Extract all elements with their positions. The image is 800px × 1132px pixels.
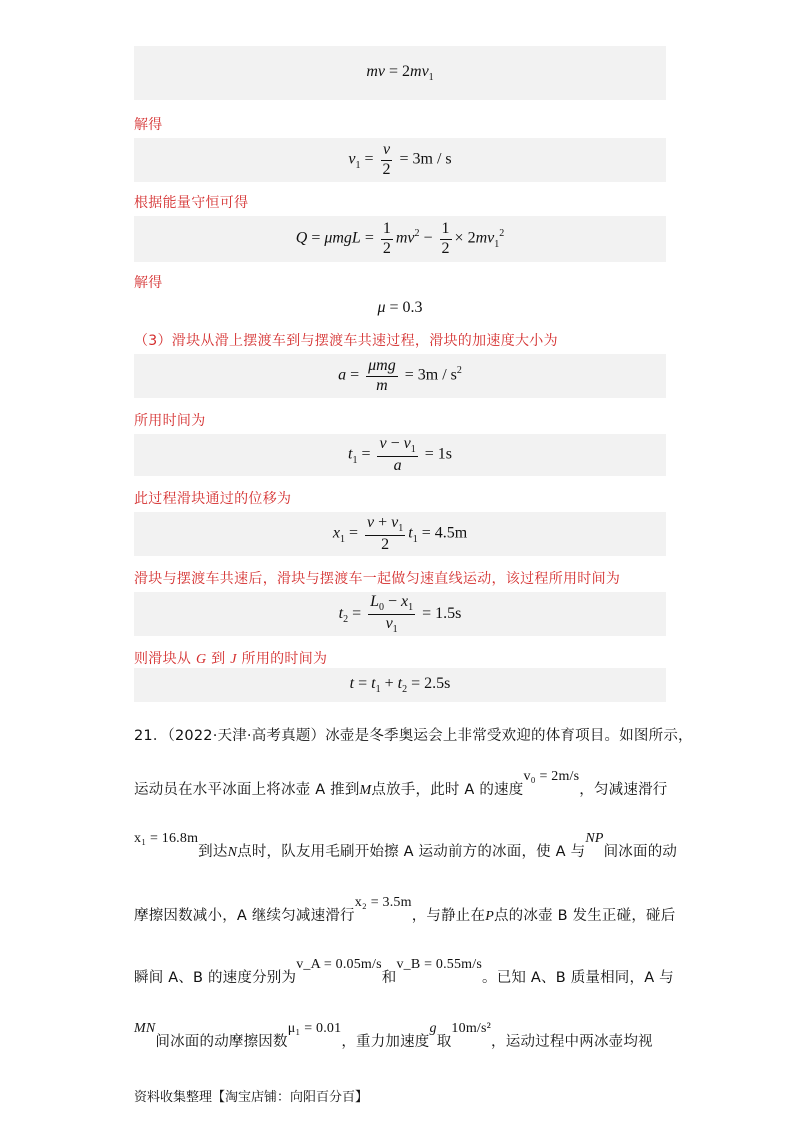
equation-momentum: mv = $2mv_1$ — [134, 46, 666, 100]
equation-acceleration: a = $\frac{\text{μmg}}{m}$ = $3m / s^2$ — [134, 354, 666, 398]
inline-x1: x₁ = 16.8m — [134, 831, 199, 846]
equation-mu: μ = 0.3 — [377, 299, 423, 316]
equation-total-time: $t = t_1 + t_2 = 2.5s$ — [134, 668, 666, 702]
label-jiede-2: 解得 — [134, 275, 163, 291]
question-21-line-6: MN间冰面的动摩擦因数μ₁ = 0.01，重力加速度g取10m/s²，运动过程中两冰壶均视 — [134, 1021, 653, 1050]
inline-mu1: μ₁ = 0.01 — [287, 1021, 342, 1036]
inline-NP: NP — [585, 831, 604, 846]
equation-t1: $t_1$ = $\frac{v - v_1}{a}$ = 1s — [134, 434, 666, 476]
inline-MN: MN — [134, 1021, 156, 1036]
question-21-line-5: 瞬间 A、B 的速度分别为v_A = 0.05m/s和v_B = 0.55m/s。已知 A、B 质量相同，A 与 — [134, 957, 674, 986]
equation-energy: Q = μmgL = $\frac{1}{2}$ $mv^2$ − $\frac{1}{2}$ × $2mv_1^2$ — [134, 216, 666, 262]
label-time-used: 所用时间为 — [134, 413, 206, 429]
label-total-time: 则滑块从 G 到 J 所用的时间为 — [134, 651, 328, 667]
footer-source: 资料收集整理【淘宝店铺：向阳百分百】 — [134, 1090, 369, 1105]
label-jiede-1: 解得 — [134, 117, 163, 133]
equation-x1: $x_1$ = $\frac{v + v_1}{2}$ $t_1 = 4.5m$ — [134, 512, 666, 556]
question-21-line-2: 运动员在水平冰面上将冰壶 A 推到M点放手，此时 A 的速度v₀ = 2m/s，匀减速滑行 — [134, 769, 668, 798]
equation-v1: $v_1$ = $\frac{v}{2}$ = 3m / s — [134, 138, 666, 182]
question-21-line-4: 摩擦因数减小，A 继续匀减速滑行x₂ = 3.5m，与静止在P点的冰壶 B 发生正碰，碰后 — [134, 895, 676, 924]
inline-v0: v₀ = 2m/s — [523, 769, 580, 784]
inline-x2: x₂ = 3.5m — [354, 895, 412, 910]
question-21-line-3: x₁ = 16.8m到达N点时，队友用毛刷开始擦 A 运动前方的冰面，使 A 与NP间冰面的动 — [134, 831, 678, 860]
equation-t2: $t_2$ = $\frac{L_0 - x_1}{v_1}$ = 1.5s — [134, 592, 666, 636]
question-21-line-1: 21．（2022·天津·高考真题）冰壶是冬季奥运会上非常受欢迎的体育项目。如图所示， — [134, 728, 693, 744]
label-after-common-speed: 滑块与摆渡车共速后，滑块与摆渡车一起做匀速直线运动，该过程所用时间为 — [134, 571, 621, 587]
label-part3: （3）滑块从滑上摆渡车到与摆渡车共速过程，滑块的加速度大小为 — [134, 333, 558, 349]
label-displacement: 此过程滑块通过的位移为 — [134, 491, 292, 507]
inline-vB: v_B = 0.55m/s — [396, 957, 483, 972]
inline-vA: v_A = 0.05m/s — [296, 957, 382, 972]
inline-g-value: 10m/s² — [451, 1021, 492, 1036]
label-energy-conservation: 根据能量守恒可得 — [134, 195, 249, 211]
